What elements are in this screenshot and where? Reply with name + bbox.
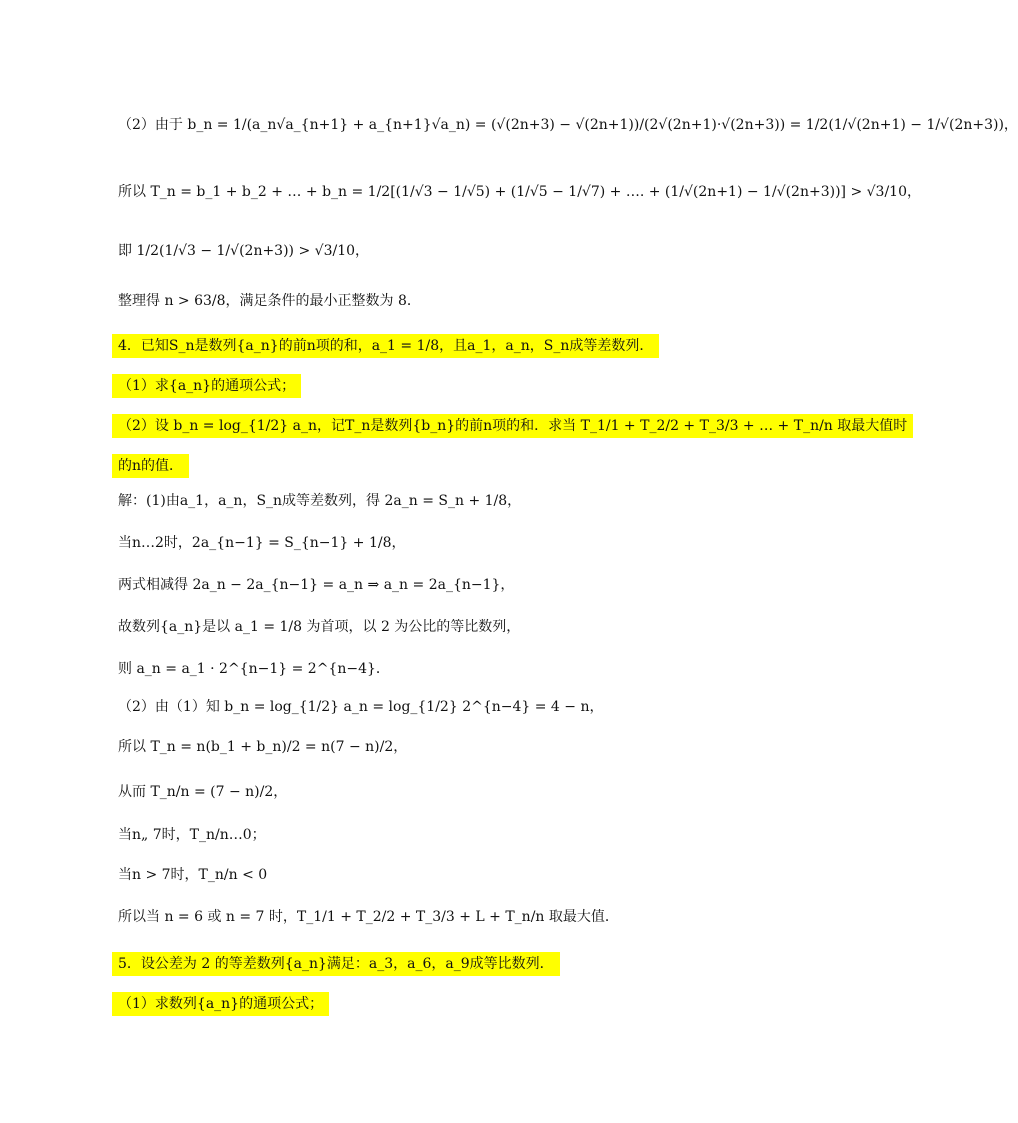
solution-line-1: （2）由于 b_n = 1/(a_n√a_{n+1} + a_{n+1}√a_n) = (√(2n+3) − √(2n+1))/(2√(2n+1)·√(2n+3)) = 1/2(1/√(2n+1) − 1/√(2n+3))，: [118, 117, 1018, 133]
problem-5-statement: 5．设公差为 2 的等差数列{a_n}满足：a_3，a_6，a_9成等比数列．: [112, 952, 560, 976]
solution-line-12: 故数列{a_n}是以 a_1 = 1/8 为首项，以 2 为公比的等比数列，: [118, 619, 521, 635]
solution-line-16: 从而 T_n/n = (7 − n)/2，: [118, 784, 288, 800]
solution-line-10: 当n…2时，2a_{n−1} = S_{n−1} + 1/8，: [118, 535, 406, 551]
problem-4-part-2: （2）设 b_n = log_{1/2} a_n，记T_n是数列{b_n}的前n项的和．求当 T_1/1 + T_2/2 + T_3/3 + … + T_n/n 取最大值时: [112, 414, 913, 438]
solution-line-4: 整理得 n > 63/8，满足条件的最小正整数为 8．: [118, 293, 421, 309]
solution-line-9: 解：(1)由a_1，a_n，S_n成等差数列，得 2a_n = S_n + 1/8，: [118, 493, 522, 509]
solution-line-19: 所以当 n = 6 或 n = 7 时，T_1/1 + T_2/2 + T_3/3 + L + T_n/n 取最大值．: [118, 909, 619, 925]
solution-line-2: 所以 T_n = b_1 + b_2 + … + b_n = 1/2[(1/√3 − 1/√5) + (1/√5 − 1/√7) + …. + (1/√(2n+1) − 1/√(2n+3))] > √3/10，: [118, 184, 921, 200]
solution-line-11: 两式相减得 2a_n − 2a_{n−1} = a_n ⇒ a_n = 2a_{n−1}，: [118, 577, 515, 593]
problem-4-statement: 4．已知S_n是数列{a_n}的前n项的和，a_1 = 1/8，且a_1，a_n，S_n成等差数列．: [112, 334, 659, 358]
problem-5-part-1: （1）求数列{a_n}的通项公式；: [112, 992, 329, 1016]
solution-line-17: 当n„ 7时，T_n/n…0；: [118, 827, 266, 843]
problem-4-part-2-cont: 的n的值．: [112, 454, 189, 478]
solution-line-14: （2）由（1）知 b_n = log_{1/2} a_n = log_{1/2} 2^{n−4} = 4 − n，: [118, 699, 604, 715]
problem-4-part-1: （1）求{a_n}的通项公式；: [112, 374, 301, 398]
solution-line-18: 当n > 7时，T_n/n < 0: [118, 867, 268, 883]
solution-line-13: 则 a_n = a_1 · 2^{n−1} = 2^{n−4}．: [118, 661, 390, 677]
solution-line-15: 所以 T_n = n(b_1 + b_n)/2 = n(7 − n)/2，: [118, 739, 408, 755]
solution-line-3: 即 1/2(1/√3 − 1/√(2n+3)) > √3/10，: [118, 243, 370, 259]
